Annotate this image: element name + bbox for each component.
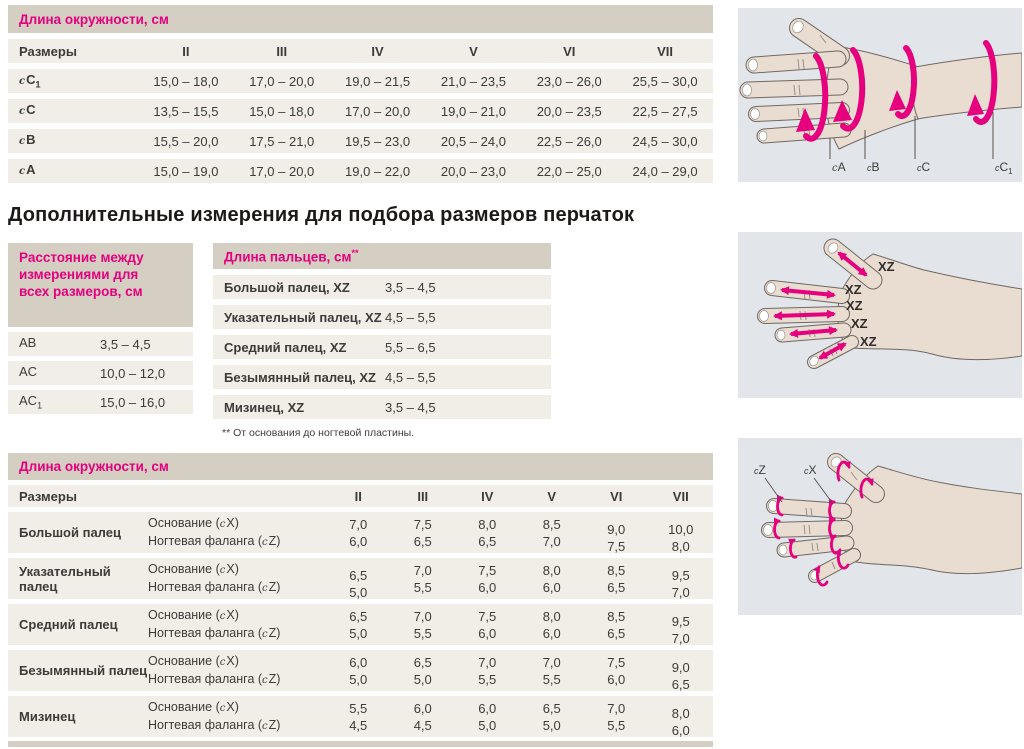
table-row-pinky	[8, 696, 713, 737]
value-cell: 6,0 5,0	[478, 700, 497, 733]
table-row-thumb	[8, 512, 713, 553]
value-cell: 7,0 5,5	[607, 700, 626, 733]
row-label: AB	[19, 335, 37, 351]
value-cell: 8,0 6,0	[542, 562, 561, 595]
range-cell: 17,0 – 20,0	[249, 163, 315, 179]
table-bottom-bar	[8, 741, 713, 747]
row-header: Размеры	[19, 43, 77, 59]
finger-circumference-svg	[738, 438, 1022, 615]
table-row-index	[8, 558, 713, 599]
size-col-VII: VII	[672, 488, 689, 504]
nail	[749, 59, 758, 71]
table-header-bar	[8, 243, 193, 327]
size-header-row	[8, 485, 713, 507]
range-cell: 15,0 – 19,0	[153, 163, 219, 179]
hand-graphic	[764, 455, 1023, 581]
cA-label: cA	[832, 160, 846, 174]
finger-length-svg	[738, 232, 1022, 398]
range-cell: 22,5 – 26,0	[536, 133, 602, 149]
value-cell: 6,0 4,5	[413, 700, 432, 733]
range-cell: 15,0 – 18,0	[249, 103, 315, 119]
finger-length-table	[213, 243, 551, 439]
table-row-thumb	[213, 275, 551, 299]
range-cell: 19,5 – 23,0	[345, 133, 411, 149]
cC1-label: $cC_1$	[995, 160, 1013, 176]
value-cell: 8,0 6,0	[542, 608, 561, 641]
table-header-bar	[8, 5, 713, 33]
row-label: Мизинец	[19, 709, 76, 724]
table-row-pinky	[213, 395, 551, 419]
value-cell: 8,5 6,5	[607, 562, 626, 595]
finger-circ-labels	[754, 463, 817, 477]
measure-labels: Основание (cX) Ногтевая фаланга (cZ)	[148, 699, 281, 732]
range-cell: 17,0 – 20,0	[249, 73, 315, 89]
size-col-II: II	[354, 488, 362, 504]
value-cell: 8,0 6,0	[671, 705, 690, 738]
value-cell: 8,5 6,5	[607, 608, 626, 641]
row-label: cB	[19, 132, 36, 148]
row-label: $cC_1$	[19, 72, 41, 90]
range-cell: 3,5 – 4,5	[385, 279, 436, 295]
value-cell: 6,0 5,0	[349, 654, 368, 687]
range-cell: 22,0 – 25,0	[536, 163, 602, 179]
range-cell: 4,5 – 5,5	[385, 309, 436, 325]
row-label: Средний палец, XZ	[224, 339, 347, 355]
range-cell: 24,0 – 29,0	[632, 163, 698, 179]
table-row-cC	[8, 99, 713, 123]
cB-label: cB	[867, 160, 880, 174]
table-title: Расстояние между измерениями для всех размеров, см	[19, 250, 144, 299]
row-label: Большой палец, XZ	[224, 279, 350, 295]
range-cell: 4,5 – 5,5	[385, 369, 436, 385]
footnote: ** От основания до ногтевой пластины.	[222, 427, 415, 439]
table-row-AC	[8, 361, 193, 385]
range-cell: 20,5 – 24,0	[440, 133, 506, 149]
table-title: Длина пальцев, см**	[224, 247, 359, 265]
range-cell: 15,0 – 16,0	[100, 394, 166, 410]
size-col-II: II	[182, 43, 190, 59]
value-cell: 9,0 6,5	[671, 659, 690, 692]
row-label: cA	[19, 162, 36, 178]
table-row-AB	[8, 332, 193, 356]
value-cell: 8,0 6,5	[478, 516, 497, 549]
value-cell: 7,5 6,0	[607, 654, 626, 687]
table-row-cC1	[8, 69, 713, 93]
value-cell: 5,5 4,5	[349, 700, 368, 733]
range-cell: 13,5 – 15,5	[153, 103, 219, 119]
row-label: Указательный палец, XZ	[224, 309, 382, 325]
row-label: Безымянный палец, XZ	[224, 369, 376, 385]
row-label: AC	[19, 364, 38, 380]
range-cell: 19,0 – 22,0	[345, 163, 411, 179]
size-col-VI: VI	[610, 488, 623, 504]
range-cell: 3,5 – 4,5	[100, 336, 151, 352]
value-cell: 9,5 7,0	[671, 613, 690, 646]
finger-circumference-table	[8, 453, 713, 747]
value-cell: 7,5 6,0	[478, 562, 497, 595]
range-cell: 20,0 – 23,0	[440, 163, 506, 179]
measure-labels: Основание (cX) Ногтевая фаланга (cZ)	[148, 515, 281, 548]
value-cell: 10,0 8,0	[668, 521, 694, 554]
table-header-bar	[213, 243, 551, 269]
value-cell: 6,5 5,0	[349, 567, 368, 600]
table-row-AC1	[8, 390, 193, 414]
value-cell: 7,0 6,0	[349, 516, 368, 549]
arm-circumference-illustration	[738, 8, 1022, 182]
size-col-III: III	[276, 43, 288, 59]
arm-illustration-svg	[738, 8, 1022, 182]
arm-circumference-table	[8, 5, 713, 183]
cC-label: cC	[917, 160, 931, 174]
size-col-VI: VI	[563, 43, 576, 59]
value-cell: 7,5 6,5	[413, 516, 432, 549]
value-cell: 6,5 5,0	[413, 654, 432, 687]
measure-labels: Основание (cX) Ногтевая фаланга (cZ)	[148, 561, 281, 594]
table-title: Длина окружности, см	[19, 459, 169, 474]
range-cell: 19,0 – 21,5	[345, 73, 411, 89]
value-cell: 8,5 7,0	[542, 516, 561, 549]
range-cell: 21,0 – 23,5	[440, 73, 506, 89]
size-col-IV: IV	[481, 488, 494, 504]
table-row-middle	[8, 604, 713, 645]
row-label: $AC_1$	[19, 393, 43, 411]
measure-labels: Основание (cX) Ногтевая фаланга (cZ)	[148, 607, 281, 640]
xz-label-middle: XZ	[846, 298, 863, 313]
table-row-index	[213, 305, 551, 329]
range-cell: 20,0 – 23,5	[536, 103, 602, 119]
value-cell: 7,5 6,0	[478, 608, 497, 641]
range-cell: 3,5 – 4,5	[385, 399, 436, 415]
arm-measure-labels	[832, 160, 1013, 176]
value-cell: 6,5 5,0	[542, 700, 561, 733]
value-cell: 6,5 5,0	[349, 608, 368, 641]
table-row-ring	[213, 365, 551, 389]
range-cell: 15,0 – 18,0	[153, 73, 219, 89]
row-label: Средний палец	[19, 617, 118, 632]
xz-label-ring: XZ	[851, 316, 868, 331]
range-cell: 25,5 – 30,0	[632, 73, 698, 89]
cX-label: cX	[804, 463, 817, 477]
value-cell: 7,0 5,5	[478, 654, 497, 687]
range-cell: 17,0 – 20,0	[345, 103, 411, 119]
xz-label-thumb: XZ	[878, 259, 895, 274]
range-cell: 5,5 – 6,5	[385, 339, 436, 355]
section-heading: Дополнительные измерения для подбора размеров перчаток	[8, 204, 635, 226]
finger-length-illustration	[738, 232, 1022, 398]
range-cell: 19,0 – 21,0	[440, 103, 506, 119]
table-row-cA	[8, 159, 713, 183]
size-col-V: V	[547, 488, 557, 504]
measure-labels: Основание (cX) Ногтевая фаланга (cZ)	[148, 653, 281, 686]
xz-label-index: XZ	[845, 282, 862, 297]
row-label: Мизинец, XZ	[224, 399, 305, 415]
table-row-cB	[8, 129, 713, 153]
range-cell: 17,5 – 21,0	[249, 133, 315, 149]
xz-label-pinky: XZ	[860, 334, 877, 349]
size-header-row	[8, 39, 713, 63]
table-row-middle	[213, 335, 551, 359]
row-label: cC	[19, 102, 36, 118]
row-label: Большой палец	[19, 525, 121, 540]
range-cell: 23,0 – 26,0	[536, 73, 602, 89]
size-col-IV: IV	[371, 43, 384, 59]
row-label: Безымянный палец	[19, 663, 148, 678]
middle-length-arrow-icon	[775, 314, 834, 316]
table-header-bar	[8, 453, 713, 480]
value-cell: 9,0 7,5	[607, 521, 626, 554]
range-cell: 22,5 – 27,5	[632, 103, 698, 119]
row-label: Указательный палец	[19, 563, 111, 594]
size-col-VII: VII	[657, 43, 674, 59]
row-header: Размеры	[19, 488, 77, 504]
value-cell: 7,0 5,5	[413, 608, 432, 641]
value-cell: 7,0 5,5	[542, 654, 561, 687]
range-cell: 10,0 – 12,0	[100, 365, 166, 381]
value-cell: 9,5 7,0	[671, 567, 690, 600]
size-col-III: III	[417, 488, 429, 504]
value-cell: 7,0 5,5	[413, 562, 432, 595]
range-cell: 15,5 – 20,0	[153, 133, 219, 149]
cZ-label: cZ	[754, 463, 766, 477]
hand-graphic	[743, 19, 1023, 149]
measurement-distance-table	[8, 243, 193, 414]
table-title: Длина окружности, см	[19, 11, 169, 27]
size-col-V: V	[469, 43, 478, 59]
finger-circumference-illustration	[738, 438, 1022, 615]
table-row-ring	[8, 650, 713, 691]
range-cell: 24,5 – 30,0	[632, 133, 698, 149]
